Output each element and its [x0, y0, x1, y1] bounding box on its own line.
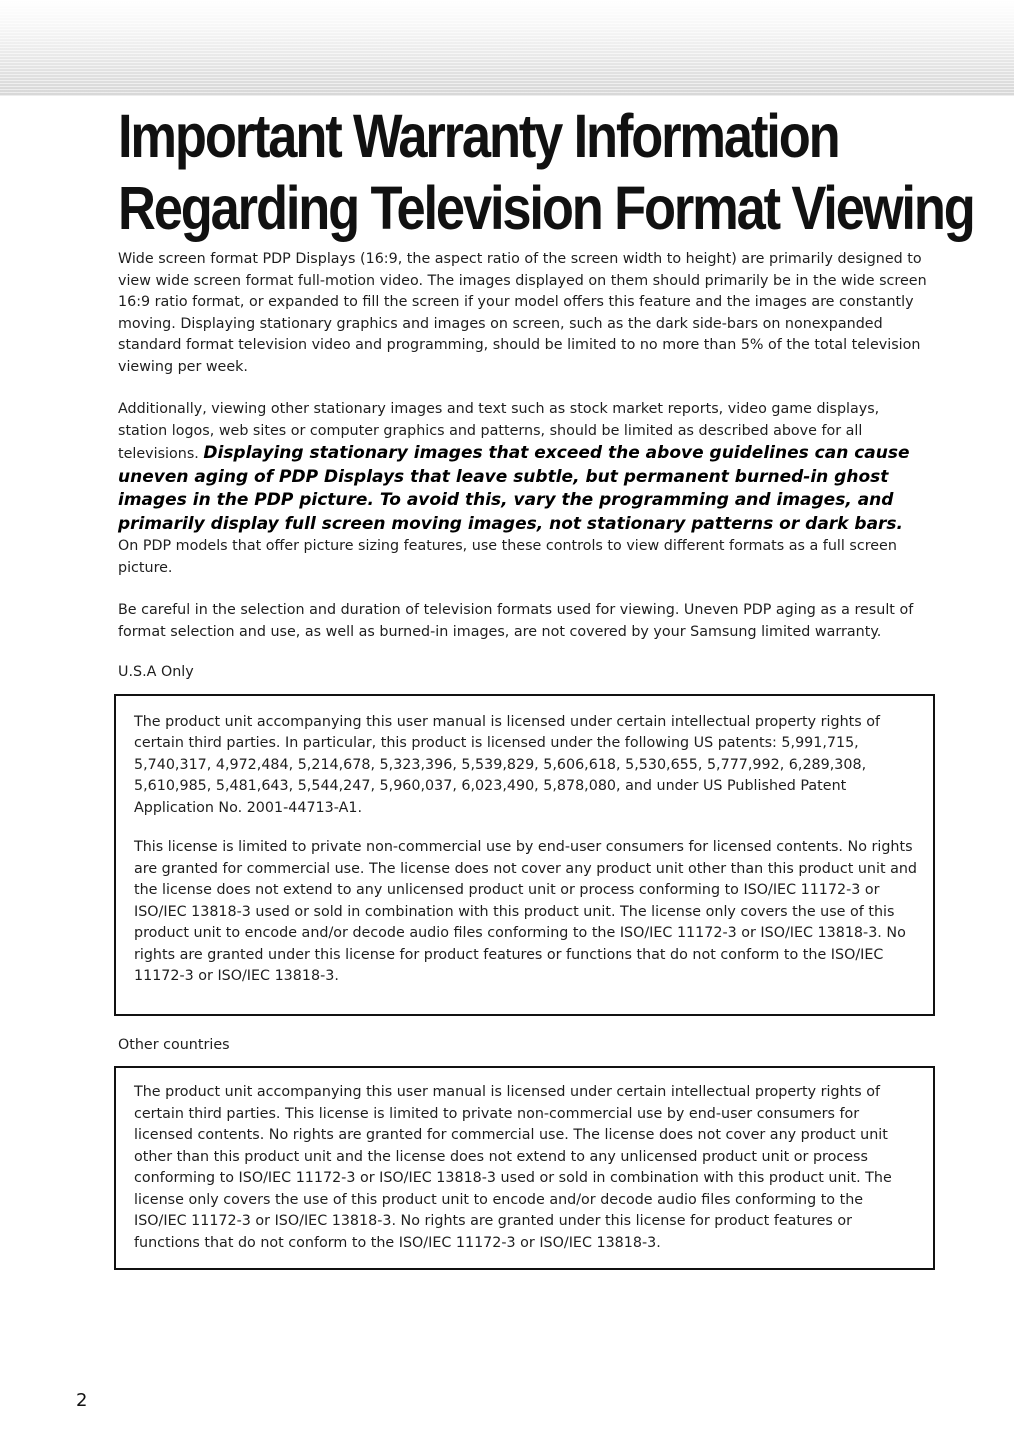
picture-sizing-note: On PDP models that offer picture sizing features, use these controls to view different formats as a full screen picture. [118, 538, 897, 576]
paragraph-widescreen-usage: Wide screen format PDP Displays (16:9, the aspect ratio of the screen width to height) are primarily designed to view wide screen format full-motion video. The images displayed on them should primarily be in the wide screen 16:9 ratio format, or expanded to fill the screen if your model offers this feature and the images are constantly moving. Displaying stationary graphics and images on screen, such as the dark side-bars on nonexpanded standard format television video and programming, should be limited to no more than 5% of the total television viewing per week. [118, 251, 927, 375]
other-countries-license-paragraph: The product unit accompanying this user manual is licensed under certain intellectual property rights of certain third parties. This license is limited to private non-commercial use by end-user consumers for licensed contents. No rights are granted for commercial use. The license does not cover any product unit other than this product unit and the license does not extend to any unlicensed product unit or process conforming to ISO/IEC 11172-3 or ISO/IEC 13818-3 used or sold in combination with this product unit. The license only covers the use of this product unit to encode and/or decode audio files conforming to the ISO/IEC 11172-3 or ISO/IEC 13818-3. No rights are granted under this license for product features or functions that do not conform to the ISO/IEC 11172-3 or ISO/IEC 13818-3. [134, 1084, 892, 1251]
burn-in-warning: Displaying stationary images that exceed the above guidelines can cause uneven aging of PDP Displays that leave subtle, but permanent burned-in ghost images in the PDP picture. To avoid this, vary the programming and images, and primarily display full screen moving images, not stationary patterns or dark bars. [118, 443, 910, 534]
stationary-images-intro: Additionally, viewing other stationary images and text such as stock market reports, video game displays, station logos, web sites or computer graphics and patterns, should be limited as described above for all televisions. [118, 401, 880, 462]
usa-license-box [114, 694, 935, 1016]
other-countries-label: Other countries [118, 1036, 230, 1053]
usa-license-terms-paragraph: This license is limited to private non-commercial use by end-user consumers for licensed contents. No rights are granted for commercial use. The license does not cover any product unit other than this product unit and the license does not extend to any unlicensed product unit or process conforming to ISO/IEC 11172-3 or ISO/IEC 13818-3 used or sold in combination with this product unit. The license only covers the use of this product unit to encode and/or decode audio files conforming to the ISO/IEC 11172-3 or ISO/IEC 13818-3. No rights are granted under this license for product features or functions that do not conform to the ISO/IEC 11172-3 or ISO/IEC 13818-3. [134, 839, 918, 984]
usa-only-label: U.S.A Only [118, 664, 194, 680]
page-title-line-2: Regarding Television Format Viewing [118, 174, 974, 242]
header-gradient-band [0, 0, 1014, 96]
page-title-line-1: Important Warranty Information [118, 102, 839, 170]
usa-patents-paragraph: The product unit accompanying this user manual is licensed under certain intellectual property rights of certain third parties. In particular, this product is licensed under the following US patents: 5,991,715, 5,740,317, 4,972,484, 5,214,678, 5,323,396, 5,539,829, 5,606,618, 5,530,655, 5,777,992, 6,289,308, 5,610,985, 5,481,643, 5,544,247, 5,960,037, 6,023,490, 5,878,080, and under US Published Patent Application No. 2001-44713-A1. [134, 713, 881, 816]
paragraph-warranty-exclusion: Be careful in the selection and duration of television formats used for viewing. Uneven PDP aging as a result of format selection and use, as well as burned-in images, are not covered by your Samsung limited warranty. [118, 602, 914, 640]
main-content [118, 249, 930, 1270]
paragraph-stationary-images [118, 399, 930, 579]
page-title [118, 100, 974, 244]
page-number: 2 [76, 1390, 88, 1411]
other-countries-license-box [114, 1066, 935, 1270]
